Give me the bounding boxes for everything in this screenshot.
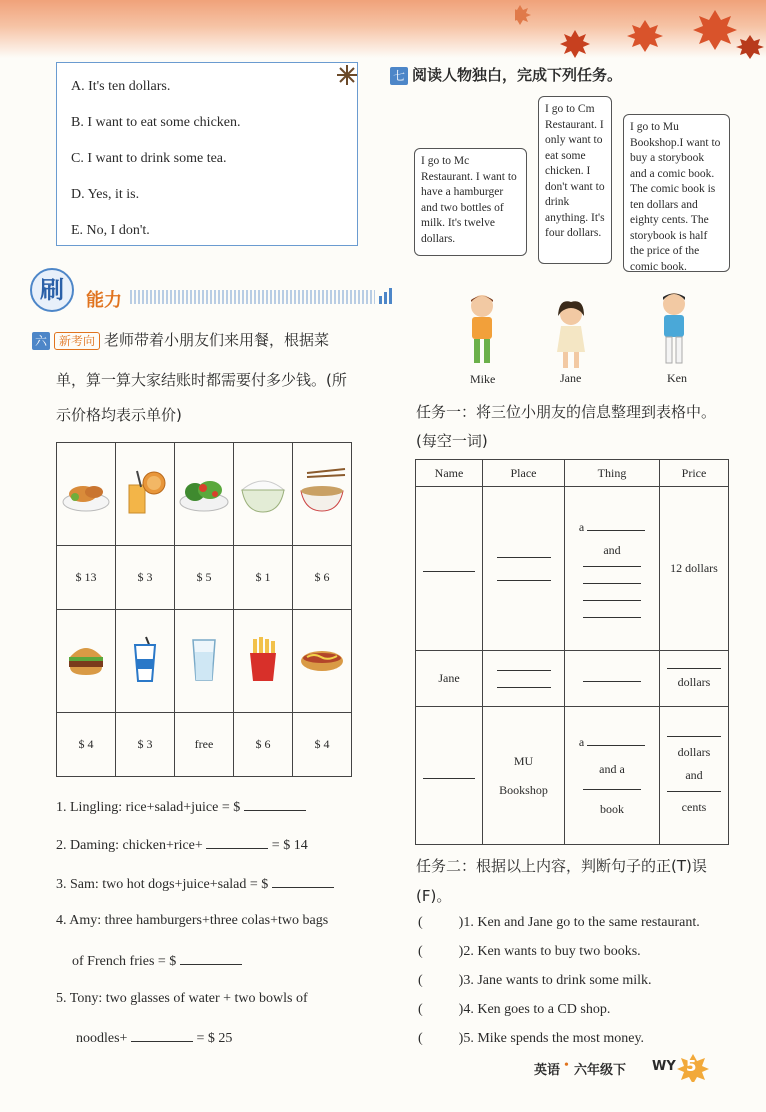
answer-blank[interactable] (180, 952, 242, 965)
answer-blank[interactable] (423, 571, 475, 572)
cell-r3-name (416, 707, 483, 845)
salad-icon (177, 470, 231, 514)
bar-chart-icon (378, 286, 394, 304)
footer-grade: 六年级下 (574, 1063, 627, 1078)
task2-title-cont: (F)。 (416, 887, 452, 905)
question-text: Daming: chicken+rice+ (70, 838, 203, 853)
answer-blank[interactable] (667, 736, 721, 737)
cell-r3-thing (565, 707, 660, 845)
section6-line2: 单，算一算大家结账时都需要付多少钱。(所 (56, 371, 347, 389)
question-tail: = $ 14 (271, 838, 308, 853)
cell-r3-place (483, 707, 565, 845)
ken-label: Ken (667, 371, 687, 385)
option-c: C. I want to drink some tea. (71, 151, 227, 166)
question-2 (56, 836, 308, 854)
tf-text: 4. Ken goes to a CD shop. (463, 1002, 611, 1017)
section6-number: 六 (32, 332, 50, 350)
answer-blank[interactable] (583, 789, 641, 790)
question-tail: = $ 25 (196, 1031, 233, 1046)
paren-close: ) (458, 973, 464, 988)
question-5 (56, 991, 308, 1007)
menu-price-cell: $ 5 (175, 546, 234, 610)
conjunction-and: and (603, 542, 621, 557)
question-text: Sam: two hot dogs+juice+salad = $ (70, 877, 269, 892)
menu-price-cell: $ 4 (293, 713, 352, 777)
tf-text: 5. Mike spends the most money. (463, 1031, 645, 1046)
cell-r1-name (416, 487, 483, 651)
menu-price-cell: $ 3 (116, 713, 175, 777)
ability-title: 能力 (86, 290, 122, 311)
answer-blank[interactable] (497, 670, 551, 671)
option-d: D. Yes, it is. (71, 187, 140, 202)
french-fries-icon (245, 635, 281, 683)
rice-icon (238, 470, 288, 514)
answer-blank[interactable] (583, 617, 641, 618)
answer-blank[interactable] (583, 583, 641, 584)
jane-label: Jane (560, 371, 582, 385)
question-text: of French fries = $ (72, 954, 177, 969)
section6-line3: 示价格均表示单价) (56, 406, 182, 424)
section6-line1: 老师带着小朋友们来用餐，根据菜 (104, 331, 330, 349)
tf-item-3 (418, 973, 652, 989)
question-4 (56, 913, 328, 929)
juice-icon (123, 467, 167, 517)
answer-options-box (56, 62, 358, 246)
answer-blank[interactable] (497, 687, 551, 688)
question-text: Tony: two glasses of water + two bowls of (69, 991, 308, 1006)
answer-blank[interactable] (131, 1029, 193, 1042)
hot-dog-icon (299, 644, 345, 674)
cell-r2-price (660, 651, 729, 707)
place-bookshop: Bookshop (499, 782, 548, 797)
paren-open: ( (418, 973, 423, 988)
question-text: Amy: three hamburgers+three colas+two bags (69, 913, 329, 928)
menu-price-cell: $ 4 (57, 713, 116, 777)
answer-blank[interactable] (272, 875, 334, 888)
banner-stripes (130, 290, 375, 304)
cell-r3-price (660, 707, 729, 845)
paren-open: ( (418, 1002, 423, 1017)
menu-cell (293, 610, 352, 713)
answer-blank[interactable] (587, 745, 645, 746)
answer-blank[interactable] (244, 798, 306, 811)
mike-figure-icon (462, 292, 502, 372)
conjunction-and: and (685, 768, 703, 782)
section6-instructions (32, 329, 377, 350)
paren-close: ) (458, 1002, 464, 1017)
question-3 (56, 875, 334, 893)
question-number: 2. (56, 838, 67, 853)
menu-price-cell: $ 1 (234, 546, 293, 610)
cell-r2-name: Jane (416, 651, 483, 707)
hamburger-icon (66, 639, 106, 679)
footer-dot: • (564, 1058, 569, 1073)
question-text: Lingling: rice+salad+juice = $ (70, 800, 241, 815)
snowflake-icon (334, 62, 360, 88)
task1-title: 任务一：将三位小朋友的信息整理到表格中。 (416, 403, 717, 421)
tf-text: 1. Ken and Jane go to the same restaurant. (463, 915, 700, 930)
conjunction-and-a: and a (599, 761, 625, 776)
question-number: 3. (56, 877, 67, 892)
tf-text: 2. Ken wants to buy two books. (463, 944, 641, 959)
question-4-cont (72, 952, 242, 970)
col-header-place: Place (483, 460, 565, 487)
col-header-thing: Thing (565, 460, 660, 487)
paren-open: ( (418, 944, 423, 959)
menu-price-cell: $ 3 (116, 546, 175, 610)
option-a: A. It's ten dollars. (71, 79, 171, 94)
cell-r1-thing (565, 487, 660, 651)
menu-price-cell: $ 6 (293, 546, 352, 610)
menu-table (56, 442, 352, 777)
menu-price-cell: $ 6 (234, 713, 293, 777)
new-direction-tag: 新考向 (54, 332, 100, 350)
place-mu: MU (513, 753, 534, 768)
water-glass-icon (189, 636, 219, 682)
menu-cell (175, 443, 234, 546)
option-b: B. I want to eat some chicken. (71, 115, 241, 130)
cell-r2-thing (565, 651, 660, 707)
answer-blank[interactable] (583, 566, 641, 567)
cola-icon (130, 635, 160, 683)
page-number: 5 (686, 1057, 697, 1075)
paren-open: ( (418, 1031, 423, 1046)
answer-blank[interactable] (497, 580, 551, 581)
tf-item-4 (418, 1002, 610, 1018)
menu-cell (57, 443, 116, 546)
menu-price-cell: $ 13 (57, 546, 116, 610)
ken-speech-bubble: I go to Mu Bookshop.I want to buy a storybook and a comic book. The comic book is ten dollars and eighty cents. The storybook is half the price of the comic book. (623, 114, 730, 272)
menu-cell (175, 610, 234, 713)
mike-speech-bubble: I go to Mc Restaurant. I want to have a hamburger and two bottles of milk. It's twelve dollars. (414, 148, 527, 256)
noodles-icon (295, 467, 349, 517)
answer-blank[interactable] (583, 681, 641, 682)
page-footer (530, 1054, 730, 1080)
answer-blank[interactable] (423, 778, 475, 779)
menu-cell (116, 610, 175, 713)
cell-r1-place (483, 487, 565, 651)
chicken-dish-icon (61, 470, 111, 514)
ability-banner (30, 268, 370, 314)
paren-close: ) (458, 944, 464, 959)
menu-cell (234, 610, 293, 713)
answer-blank[interactable] (667, 668, 721, 669)
task1-note: (每空一词) (416, 432, 488, 450)
col-header-name: Name (416, 460, 483, 487)
footer-edition: WY (652, 1059, 676, 1074)
cell-r1-price: 12 dollars (660, 487, 729, 651)
tf-item-5 (418, 1031, 644, 1047)
section7-number: 七 (390, 67, 408, 85)
ability-badge: 刷 (30, 268, 74, 312)
article-a: a (578, 519, 585, 534)
question-number: 4. (56, 913, 67, 928)
word-book: book (600, 801, 624, 816)
answer-blank[interactable] (587, 530, 645, 531)
article-a: a (578, 734, 585, 749)
unit-cents: cents (681, 800, 707, 814)
tf-item-2 (418, 944, 641, 960)
paren-close: ) (458, 1031, 464, 1046)
answer-blank[interactable] (497, 557, 551, 558)
question-number: 5. (56, 991, 67, 1006)
answer-blank[interactable] (667, 791, 721, 792)
info-table (415, 459, 729, 845)
mike-label: Mike (470, 372, 496, 386)
menu-cell (116, 443, 175, 546)
section7-header (390, 64, 622, 85)
menu-cell (234, 443, 293, 546)
tf-item-1 (418, 915, 700, 931)
question-text: noodles+ (76, 1031, 128, 1046)
task2-title: 任务二：根据以上内容，判断句子的正(T)误 (416, 857, 707, 875)
answer-blank[interactable] (206, 836, 268, 849)
cell-r2-place (483, 651, 565, 707)
question-1 (56, 798, 306, 816)
option-e: E. No, I don't. (71, 223, 150, 238)
menu-cell (293, 443, 352, 546)
tf-text: 3. Jane wants to drink some milk. (463, 973, 652, 988)
unit-dollars: dollars (677, 745, 711, 759)
menu-price-cell: free (175, 713, 234, 777)
col-header-price: Price (660, 460, 729, 487)
menu-cell (57, 610, 116, 713)
ken-figure-icon (654, 290, 694, 372)
question-5-cont (76, 1029, 232, 1047)
paren-open: ( (418, 915, 423, 930)
section7-title: 阅读人物独白，完成下列任务。 (412, 66, 623, 84)
maple-leaf-decoration-icon (515, 0, 765, 60)
answer-blank[interactable] (583, 600, 641, 601)
footer-subject: 英语 (534, 1063, 561, 1078)
unit-dollars: dollars (677, 674, 711, 689)
question-number: 1. (56, 800, 67, 815)
jane-figure-icon (551, 300, 591, 372)
paren-close: ) (458, 915, 464, 930)
jane-speech-bubble: I go to Cm Restaurant. I only want to eat some chicken. I don't want to drink anything. It's four dollars. (538, 96, 612, 264)
